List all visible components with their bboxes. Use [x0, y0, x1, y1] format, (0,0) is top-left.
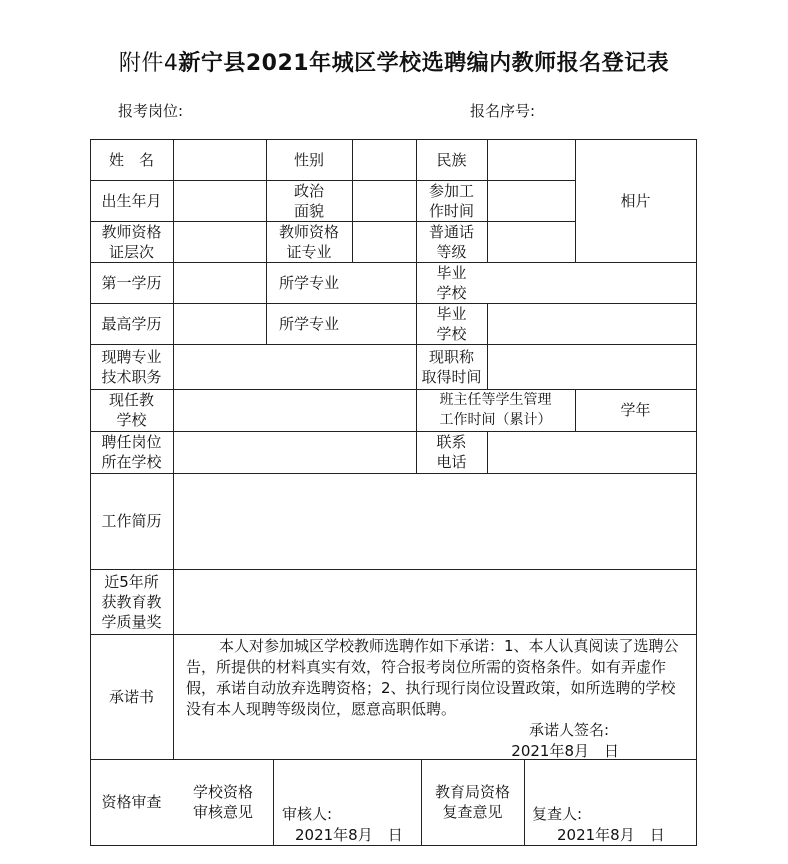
- school-review-label: 学校资格 审核意见: [192, 783, 253, 821]
- phone-label: 联系 电话: [436, 433, 467, 471]
- top-edu-label: 最高学历: [101, 314, 162, 333]
- rechecker-date: 2021年8月 日: [557, 826, 665, 844]
- birth-label: 出生年月: [101, 191, 162, 210]
- awards-label: 近5年所 获教育教 学质量奖: [101, 572, 162, 631]
- reviewer-date: 2021年8月 日: [295, 826, 403, 844]
- form-title-main: 新宁县2021年城区学校选聘编内教师报名登记表: [178, 51, 670, 76]
- promise-signer: 承诺人签名:: [528, 721, 609, 739]
- grad-school1-label: 毕业 学校: [436, 263, 467, 302]
- promise-date: 2021年8月 日: [511, 742, 619, 760]
- photo-label: 相片: [620, 191, 651, 210]
- rechecker-label: 复查人:: [532, 805, 583, 823]
- first-edu-label: 第一学历: [101, 273, 162, 292]
- head-teacher-time-label: 班主任等学生管理 工作时间（累计）: [439, 392, 552, 428]
- grad-school2-label: 毕业 学校: [436, 304, 467, 343]
- current-title-label: 现聘专业 技术职务: [101, 347, 162, 386]
- promise-body: 本人对参加城区学校教师选聘作如下承诺：1、本人认真阅读了选聘公告，所提供的材料真实有效，符合报考岗位所需的资格条件。如有弄虚作假，承诺自动放弃选聘资格；2、执行现行岗位设置政策，如所选聘的学校没有本人现聘等级岗位，愿意高职低聘。: [186, 637, 679, 718]
- ethnicity-label: 民族: [436, 150, 467, 169]
- name-label: 姓 名: [108, 150, 154, 169]
- bureau-review-label: 教育局资格 复查意见: [434, 783, 510, 821]
- cert-major-label: 教师资格 证专业: [278, 222, 339, 261]
- registration-table: [90, 139, 697, 846]
- promise-label: 承诺书: [108, 687, 154, 706]
- resume-label: 工作简历: [101, 512, 162, 530]
- work-start-label: 参加工 作时间: [428, 181, 474, 220]
- political-label: 政治 面貌: [293, 181, 324, 220]
- major2-label: 所学专业: [278, 314, 339, 333]
- promise-text: [178, 636, 697, 762]
- post-school-label: 聘任岗位 所在学校: [101, 433, 162, 471]
- form-title: [0, 46, 788, 77]
- major1-label: 所学专业: [278, 273, 339, 292]
- seq-label: 报名序号:: [470, 102, 536, 120]
- cert-level-label: 教师资格 证层次: [101, 222, 162, 261]
- current-school-label: 现任教 学校: [108, 391, 154, 429]
- gender-label: 性别: [293, 150, 324, 169]
- title-time-label: 现职称 取得时间: [421, 347, 482, 386]
- attachment-label: 附件4: [118, 51, 179, 76]
- review-label: 资格审查: [101, 793, 162, 811]
- years-unit-label: 学年: [620, 401, 651, 419]
- reviewer-label: 审核人:: [282, 805, 333, 823]
- position-label: 报考岗位:: [118, 102, 184, 120]
- mandarin-label: 普通话 等级: [428, 222, 474, 261]
